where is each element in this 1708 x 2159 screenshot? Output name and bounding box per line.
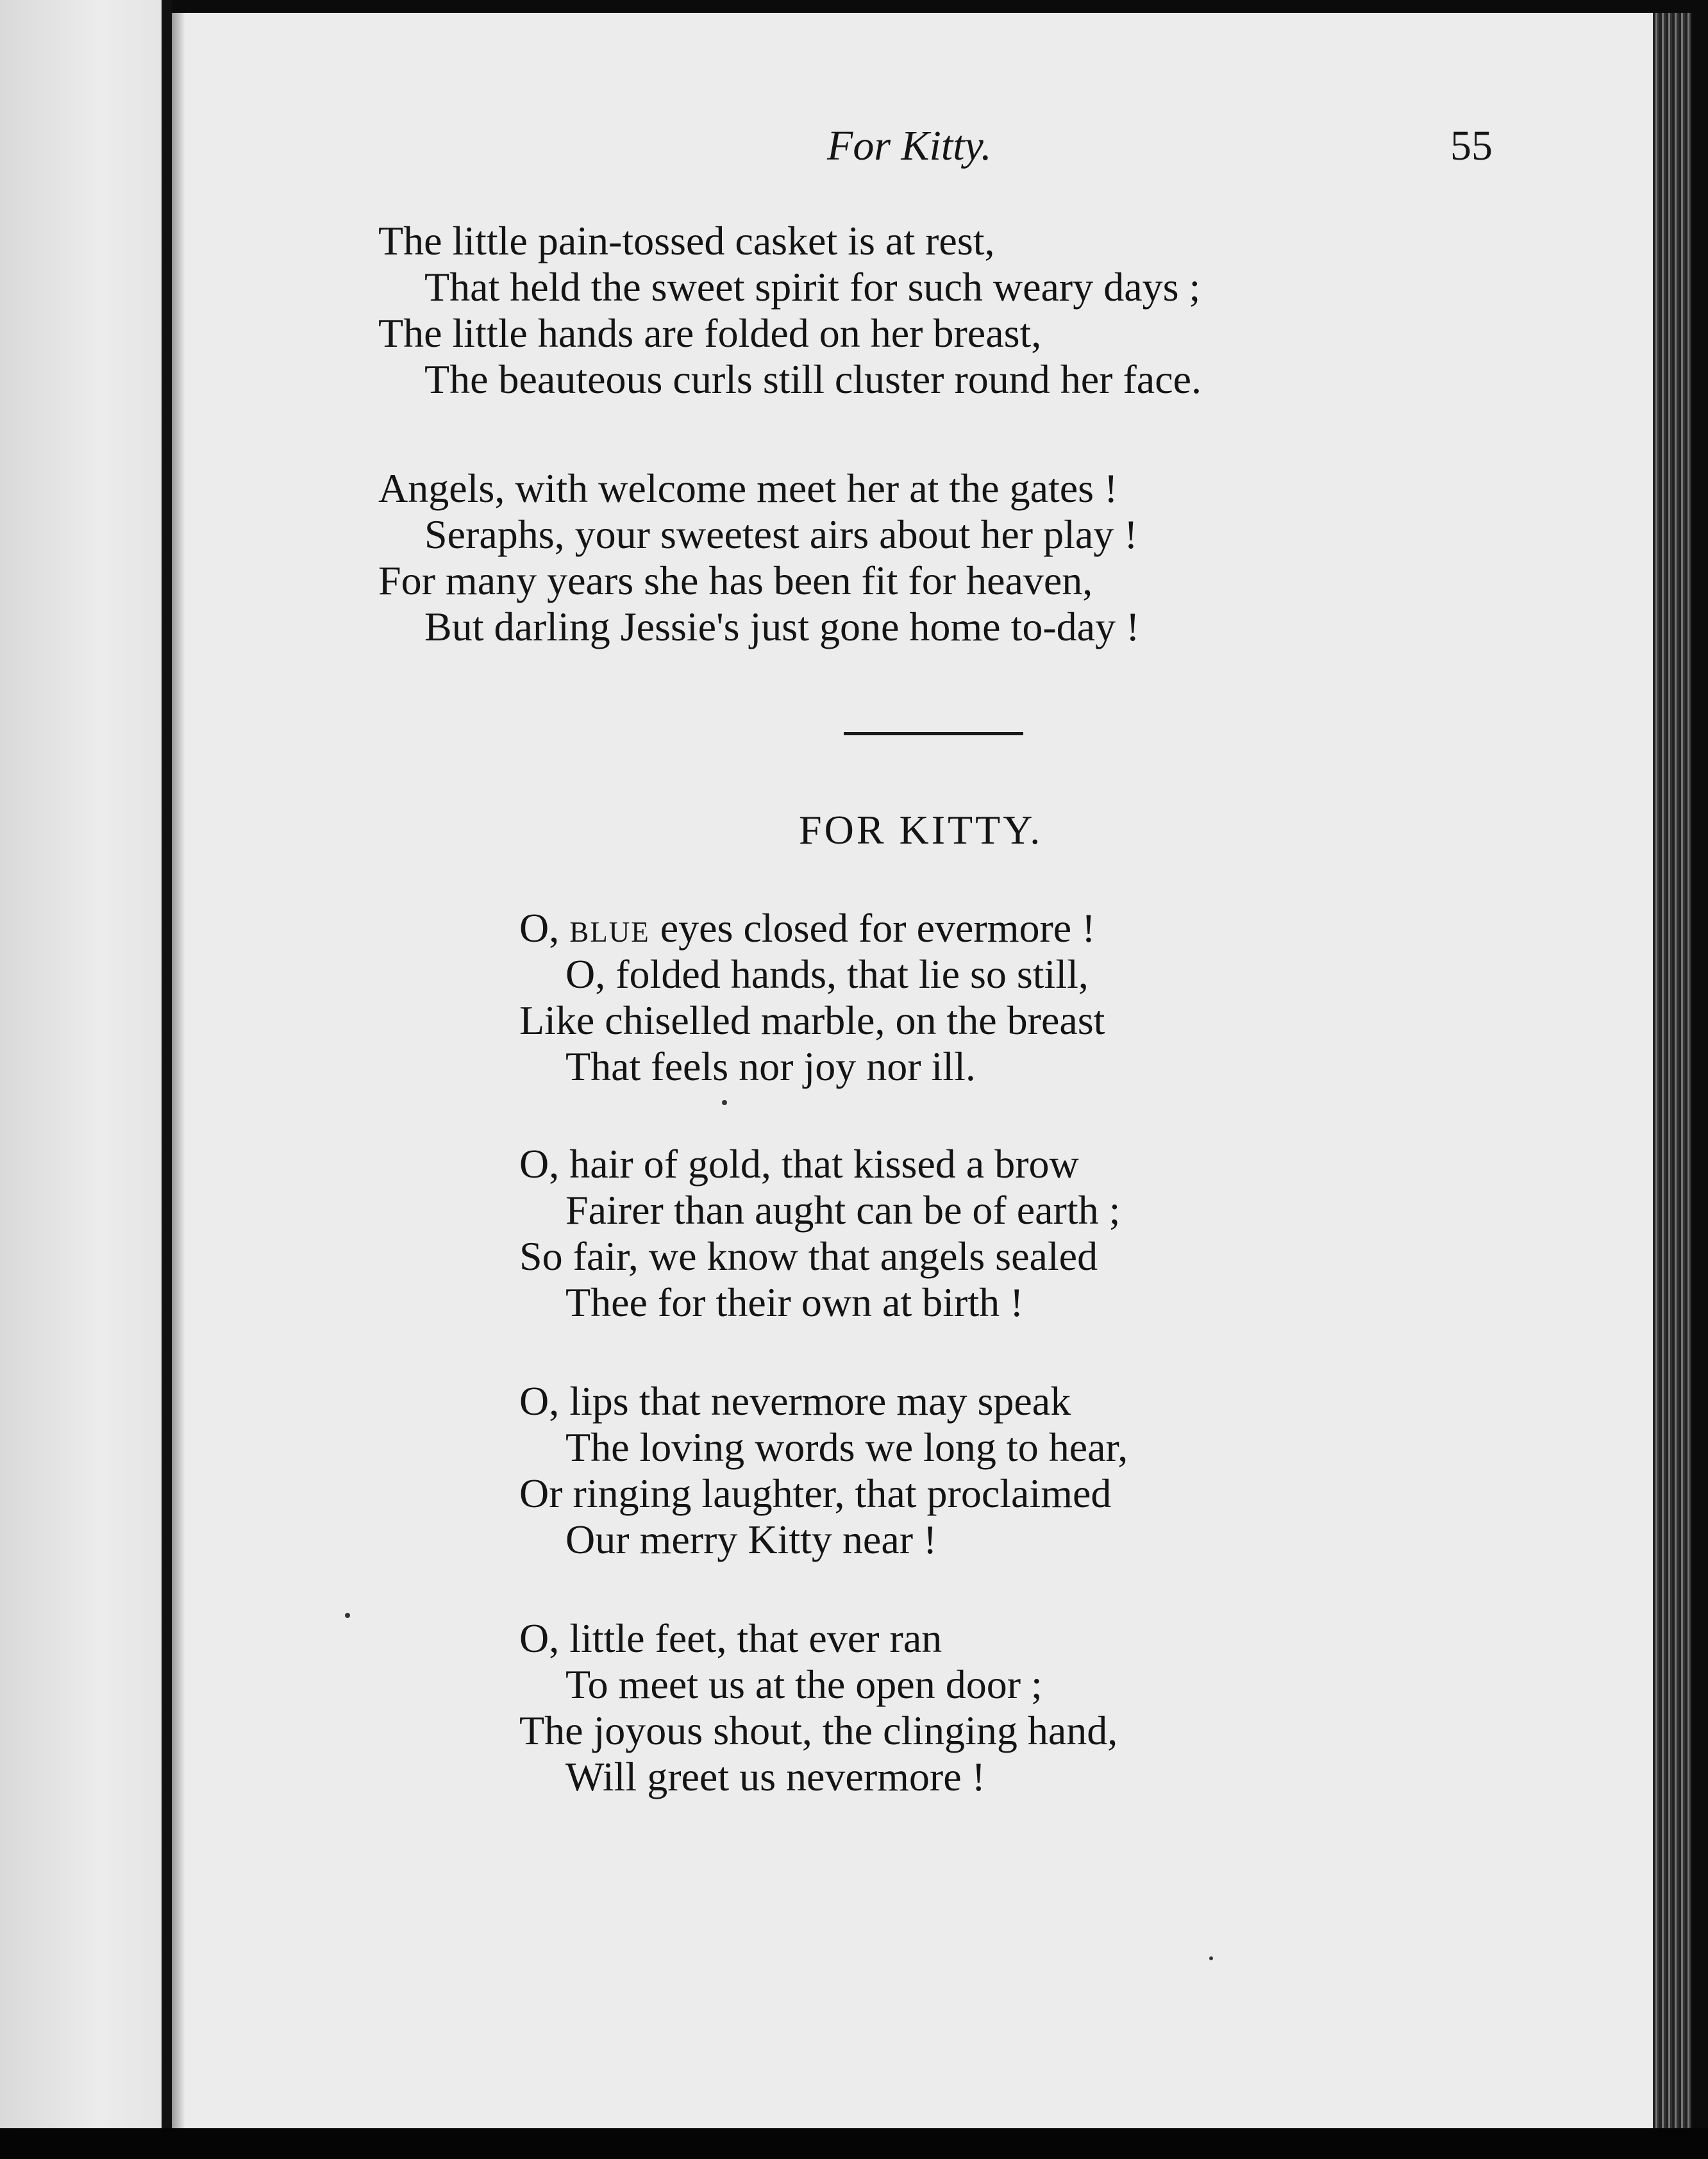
verse-line-first xyxy=(519,905,1105,951)
verse-line: To meet us at the open door ; xyxy=(565,1662,1042,1707)
prior-poem-stanza-2 xyxy=(378,465,1139,650)
verse-line: Like chiselled marble, on the breast xyxy=(519,997,1105,1043)
verse-line: O, hair of gold, that kissed a brow xyxy=(519,1141,1079,1187)
verse-line: O, little feet, that ever ran xyxy=(519,1615,942,1661)
ink-speck xyxy=(722,1100,727,1105)
poem-title: FOR KITTY. xyxy=(799,807,1043,853)
verse-line: Will greet us nevermore ! xyxy=(565,1754,985,1799)
ink-speck xyxy=(345,1613,350,1618)
verse-line: The loving words we long to hear, xyxy=(565,1424,1128,1470)
verse-line: O, folded hands, that lie so still, xyxy=(565,951,1089,997)
verse-line: Seraphs, your sweetest airs about her play ! xyxy=(424,512,1138,557)
verse-line: O, lips that nevermore may speak xyxy=(519,1378,1071,1424)
first-line-prefix: O, xyxy=(519,905,570,951)
page-number: 55 xyxy=(1450,122,1493,169)
poem-stanza-1 xyxy=(519,905,1105,1090)
verse-line: For many years she has been fit for heaven, xyxy=(378,558,1093,603)
poem-stanza-3 xyxy=(519,1378,1128,1563)
verse-line: Our merry Kitty near ! xyxy=(565,1517,937,1562)
verse-line: The joyous shout, the clinging hand, xyxy=(519,1708,1118,1753)
book-gutter xyxy=(162,0,172,2159)
first-line-rest: eyes closed for evermore ! xyxy=(649,905,1096,951)
first-line-small-caps: blue xyxy=(569,905,650,951)
facing-page-edge xyxy=(0,0,165,2159)
verse-line: The little hands are folded on her breast, xyxy=(378,310,1042,356)
ink-speck xyxy=(1209,1956,1213,1960)
page-edges xyxy=(1653,13,1691,2128)
verse-line: Thee for their own at birth ! xyxy=(565,1280,1024,1325)
verse-line: So fair, we know that angels sealed xyxy=(519,1233,1098,1279)
gutter-shadow xyxy=(172,13,185,2128)
poem-stanza-4 xyxy=(519,1615,1118,1800)
verse-line: That feels nor joy nor ill. xyxy=(565,1044,976,1089)
verse-line: The beauteous curls still cluster round her face. xyxy=(424,356,1201,402)
verse-line: The little pain-tossed casket is at rest, xyxy=(378,218,995,263)
prior-poem-stanza-1 xyxy=(378,218,1201,403)
verse-line: Fairer than aught can be of earth ; xyxy=(565,1187,1121,1233)
verse-line: Angels, with welcome meet her at the gates ! xyxy=(378,465,1118,511)
poem-stanza-2 xyxy=(519,1141,1120,1326)
section-divider-rule xyxy=(844,732,1023,735)
verse-line: That held the sweet spirit for such weary days ; xyxy=(424,264,1201,310)
verse-line: Or ringing laughter, that proclaimed xyxy=(519,1471,1112,1516)
verse-line: But darling Jessie's just gone home to-day ! xyxy=(424,604,1140,649)
running-head: For Kitty. xyxy=(827,122,992,169)
scan-border xyxy=(0,2128,1708,2159)
